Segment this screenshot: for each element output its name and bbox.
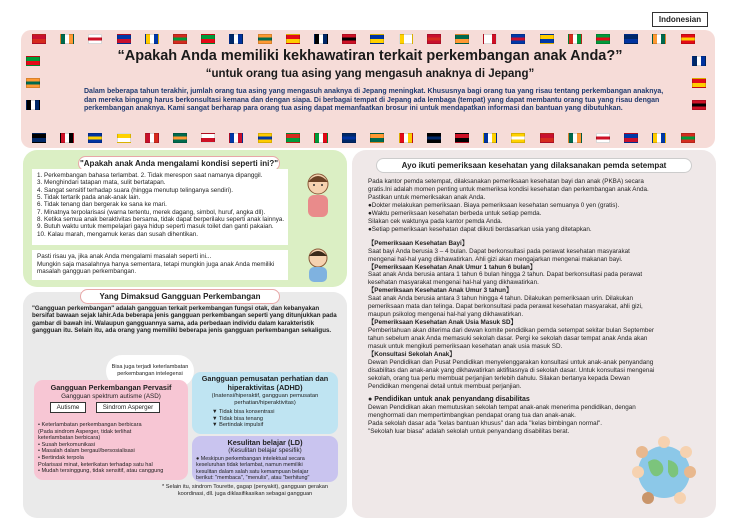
- flag-icon: [342, 133, 356, 143]
- checkup-line: gratis.Ini adalah momen penting untuk memeriksa kondisi kesehatan dan perkembangan anak Anda.: [368, 185, 649, 193]
- asd-bullet: • Mudah tersinggung, tidak sensitif, atau canggung: [38, 468, 164, 475]
- flag-icon: [624, 34, 638, 44]
- flag-icon: [511, 133, 525, 143]
- flag-icon: [60, 133, 74, 143]
- edu-line: Dewan Pendidikan akan memutuskan sekolah tempat anak-anak menerima pendidikan, dengan: [368, 403, 636, 411]
- flag-icon: [26, 100, 40, 110]
- checkup-line: ●Waktu pemeriksaan kesehatan berbeda untuk setiap pemda.: [368, 209, 542, 217]
- flag-icon: [652, 133, 666, 143]
- flag-icon: [455, 133, 469, 143]
- ld-bullet: kesulitan dalam salah satu kemampuan belajar: [196, 468, 309, 475]
- section-line: Saat anak Anda berusia antara 3 tahun hingga 4 tahun. Dilakukan pemeriksaan urin. Dilakukan: [368, 295, 633, 303]
- asperger-tag: Sindrom Asperger: [96, 402, 160, 413]
- flag-icon: [229, 34, 243, 44]
- flag-icon: [483, 133, 497, 143]
- section-head: 【Pemeriksaan Kesehatan Anak Umur 3 tahun】: [368, 287, 513, 295]
- hint-box: [32, 250, 288, 280]
- asd-bullets: [38, 422, 163, 475]
- flag-icon: [145, 133, 159, 143]
- flag-icon: [314, 133, 328, 143]
- flag-icon: [681, 133, 695, 143]
- page-title: “Apakah Anda memiliki kekhawatiran terkait perkembangan anak Anda?”: [117, 48, 623, 64]
- section-line: Pendidikan mengenai detail untuk membuat perjanjian.: [368, 382, 522, 390]
- flag-icon: [483, 34, 497, 44]
- flag-icon: [624, 133, 638, 143]
- section-line: Saat bayi Anda berusia 3 – 4 bulan. Dapat berkonsultasi pada perawat kesehatan masyarakat: [368, 247, 630, 255]
- flag-icon: [692, 78, 706, 88]
- flag-icon: [173, 133, 187, 143]
- checklist-item: 10. Kalau marah, mengamuk keras dan susah dihentikan.: [37, 230, 199, 238]
- flag-icon: [370, 34, 384, 44]
- ld-bullet: ● Meskipun perkembangan intelektual secara: [196, 456, 305, 462]
- section-line: kesehatan masyarakat mengenai hal-hal yang dikhawatirkan.: [368, 279, 539, 287]
- checklist-item: 9. Butuh waktu untuk mempelajari gaya hidup seperti masuk toilet dan ganti pakaian.: [37, 223, 274, 231]
- asd-bullet: (Pada sindrom Asperger, tidak terlihat: [38, 428, 132, 435]
- section-head: 【Konsultasi Sekolah Anak】: [368, 351, 456, 359]
- flag-icon: [540, 34, 554, 44]
- adhd-bullet: ▼ Bertindak impulsif: [212, 422, 264, 429]
- ld-subtitle: (Kesulitan belajar spesifik): [228, 447, 302, 454]
- adhd-subtitle: (Inatensi/hiperaktif, gangguan pemusatan perhatian/hiperaktivitas): [211, 393, 319, 406]
- flag-icon: [32, 133, 46, 143]
- flag-icon: [399, 34, 413, 44]
- asd-subtitle: Gangguan spektrum autisme (ASD): [61, 393, 161, 400]
- flag-icon: [117, 133, 131, 143]
- asd-bullet: • Masalah dalam bergaul/bersosialisasi: [38, 448, 135, 455]
- flag-icon: [32, 34, 46, 44]
- flag-icon: [370, 133, 384, 143]
- checklist-box: [32, 169, 288, 245]
- child-illustration: [296, 244, 340, 284]
- flag-icon: [26, 56, 40, 66]
- flag-icon: [26, 78, 40, 88]
- flag-icon: [511, 34, 525, 44]
- flag-icon: [286, 133, 300, 143]
- adhd-bullet: ▼ Tidak bisa konsentrasi: [212, 409, 275, 415]
- developmental-title: Yang Dimaksud Gangguan Perkembangan: [80, 289, 280, 304]
- edu-line: menghormati dan mempertimbangkan pendapat orang tua dan anak-anak.: [368, 411, 576, 419]
- edu-head-text: Pendidikan untuk anak penyandang disabilitas: [374, 395, 530, 403]
- asd-bullet: • Bertindak terpola: [38, 454, 84, 461]
- flag-icon: [596, 133, 610, 143]
- flag-icon: [173, 34, 187, 44]
- flag-icon: [652, 34, 666, 44]
- section-line: pemeriksaan mata dan telinga. Dapat berkonsultasi pada perawat kesehatan masyarakat, ahli gizi,: [368, 303, 643, 311]
- checkup-title: Ayo ikuti pemeriksaan kesehatan yang dilaksanakan pemda setempat: [376, 158, 692, 173]
- section-line: maupun psikolog mengenai hal-hal yang dikhawatirkan.: [368, 311, 524, 319]
- checklist-item: 4. Sangat sensitif terhadap suara (hingga menutup telinganya sendiri).: [37, 186, 234, 194]
- flag-icon: [455, 34, 469, 44]
- ld-title: Kesulitan belajar (LD): [227, 438, 303, 447]
- flag-icon: [88, 34, 102, 44]
- flag-icon: [117, 34, 131, 44]
- flag-icon: [399, 133, 413, 143]
- language-label: Indonesian: [652, 12, 708, 27]
- section-line: masuk untuk mengikuti pemeriksaan kesehatan anak usia masuk SD.: [368, 343, 563, 351]
- checkup-line: ●Dokter melakukan pemeriksaan. Biaya pemeriksaan kesehatan semuanya 0 yen (gratis).: [368, 201, 620, 209]
- flag-icon: [314, 34, 328, 44]
- asd-bullet: keterlambatan berbicara): [38, 435, 101, 442]
- flag-icon: [568, 133, 582, 143]
- asd-bullet: • Keterlambatan perkembangan berbicara: [38, 422, 142, 428]
- footnote: * Selain itu, sindrom Tourette, gagap (penyakit), gangguan gerakan koordinasi, dll. juga diklasifikasikan sebagai gangguan: [162, 484, 328, 497]
- ld-bullets: [196, 456, 309, 482]
- checkup-line: Pada kantor pemda setempat, dilaksanakan pemeriksaan kesehatan bayi dan anak (PKBA) secara: [368, 178, 644, 185]
- checkup-line: Pastikan untuk memeriksakan anak Anda.: [368, 193, 486, 201]
- flag-icon: [201, 133, 215, 143]
- flag-icon: [540, 133, 554, 143]
- worried-parent-illustration: [294, 168, 342, 220]
- intro-text: Dalam beberapa tahun terakhir, jumlah orang tua asing yang mengasuh anaknya di Jepang meningkat. Khususnya bagi orang tua yang risau tentang perkembangan anaknya, dan mereka bingung harus berkonsultasi kemana dan dengan siapa. Di berbagai tempat di Jepang ada lembaga (tempat) yang dapat membantu orang tua yang risau dengan perkembangan anaknya. Kami sangat berharap para orang tua asing dapat memanfaatkan brosur ini untuk mendapatkan informasi dan bantuan yang dibutuhkan.: [84, 88, 664, 113]
- flag-icon: [427, 34, 441, 44]
- flag-icon: [145, 34, 159, 44]
- adhd-bullet: ▼ Tidak bisa tenang: [212, 415, 263, 422]
- section-line: tahun sebelum anak Anda memasuki sekolah dasar. Pergi ke sekolah dasar tempat anak Anda akan: [368, 335, 648, 343]
- flag-icon: [201, 34, 215, 44]
- edu-head: [368, 396, 706, 404]
- flag-icon: [427, 133, 441, 143]
- flag-icon: [258, 133, 272, 143]
- edu-line: Pada sekolah dasar ada "kelas bantuan khusus" dan ada "kelas bimbingan normal".: [368, 419, 603, 427]
- ld-bullet: berikut: "membaca", "menulis", atau "berhitung": [196, 475, 310, 482]
- checklist-item: 8. Ketika semua anak beraktivitas bersama, tidak dapat berperilaku seperti anak lainnya.: [37, 216, 285, 224]
- edu-line: "Sekolah luar biasa" adalah sekolah untuk penyandang disabilitas berat.: [368, 427, 570, 435]
- section-head: 【Pemeriksaan Kesehatan Anak Umur 1 tahun 6 bulan】: [368, 263, 537, 271]
- ld-bullet: keseluruhan tidak terlambat, namun memiliki: [196, 462, 303, 469]
- children-globe-illustration: [626, 432, 702, 508]
- hint-line: Pasti risau ya, jika anak Anda mengalami masalah seperti ini...: [37, 253, 212, 260]
- checklist-item: 6. Tidak tenang dan bergerak ke sana ke mari.: [37, 201, 167, 209]
- flag-icon: [229, 133, 243, 143]
- checklist-title: "Apakah anak Anda mengalami kondisi seperti ini?": [78, 156, 280, 171]
- checkup-line: Silakan cek waktunya pada kantor pemda Anda.: [368, 217, 503, 225]
- checklist-item: 7. Minatnya terpolarisasi (warna tertentu, merek dagang, simbol, huruf, angka dll).: [37, 208, 266, 216]
- hint-line: Mungkin saja masalahnya hanya sementara, tetapi mungkin juga anak Anda memiliki: [37, 260, 275, 268]
- checklist-item: 1. Perkembangan bahasa terlambat. 2. Tidak merespon saat namanya dipanggil.: [37, 172, 263, 179]
- section-line: sekolah, orang tua perlu membuat perjanjian terlebih dahulu. Silakan bertanya kepada Dewan: [368, 374, 630, 382]
- definition-text: "Gangguan perkembangan" adalah gangguan terkait perkembangan fungsi otak, dan kebanyakan bersifat bawaan sejak lahir.Ada beberapa jenis gangguan perkembangan seperti yang ditunjukkan pada gambar di bawah ini. Walaupun gangguannya sama, ada perbedaan individu dalam karakteristik gangguan itu. Selain itu, ada orang yang memiliki beberapa jenis gangguan perkembangan sekaligus.: [32, 305, 337, 334]
- section-line: Pemberitahuan akan diterima dari dewan komite pendidikan pemda setempat sekitar bulan September: [368, 327, 654, 335]
- section-head: 【Pemeriksaan Kesehatan Bayi】: [368, 239, 469, 247]
- checklist-item: 5. Tidak tertarik pada anak-anak lain.: [37, 194, 141, 202]
- asd-bullet: • Susah berkomunikasi: [38, 441, 95, 448]
- intellectual-bubble: Bisa juga terjadi keterlambatan perkembangan intelegensi: [106, 355, 194, 387]
- flag-icon: [596, 34, 610, 44]
- flag-icon: [568, 34, 582, 44]
- section-head: 【Pemeriksaan Kesehatan Anak Usia Masuk SD】: [368, 319, 517, 327]
- flag-icon: [692, 56, 706, 66]
- section-line: Dewan Pendidikan dan Pusat Pendidikan menyelenggarakan konsultasi untuk anak-anak penyandang: [368, 358, 654, 366]
- flag-icon: [342, 34, 356, 44]
- adhd-bullets: [212, 409, 274, 429]
- adhd-title: Gangguan pemusatan perhatian dan hiperaktivitas (ADHD): [201, 374, 329, 392]
- section-line: mengenai hal-hal yang dikhawatirkan. Ahli gizi akan mengajarkan mengenai makanan bayi.: [368, 255, 623, 263]
- autism-tag: Autisme: [50, 402, 86, 413]
- flag-icon: [88, 133, 102, 143]
- page-subtitle: “untuk orang tua asing yang mengasuh anaknya di Jepang”: [205, 68, 535, 80]
- section-line: disabilitas dan anak-anak yang dikhawatirkan aktifitasnya di sekolah dasar. Untuk konsultasi mengenai: [368, 366, 655, 374]
- checklist-item: 3. Menghindari tatapan mata, sulit bertatapan.: [37, 179, 166, 187]
- flag-icon: [258, 34, 272, 44]
- checkup-line: ●Setiap pemeriksaan kesehatan dapat diikuti berdasarkan usia yang ditetapkan.: [368, 225, 592, 233]
- section-line: Saat anak Anda berusia antara 1 tahun 6 bulan hingga 2 tahun. Dapat berkonsultasi pada perawat: [368, 271, 643, 279]
- bullet-icon: ●: [368, 395, 375, 403]
- flag-icon: [60, 34, 74, 44]
- hint-line: masalah gangguan perkembangan.: [37, 268, 137, 276]
- checkup-body: [368, 178, 706, 436]
- asd-title: Gangguan Perkembangan Pervasif: [50, 383, 172, 392]
- asd-bullet: Polarisasi minat, keterikatan terhadap satu hal: [38, 461, 153, 468]
- flag-icon: [681, 34, 695, 44]
- flag-icon: [692, 100, 706, 110]
- flag-icon: [286, 34, 300, 44]
